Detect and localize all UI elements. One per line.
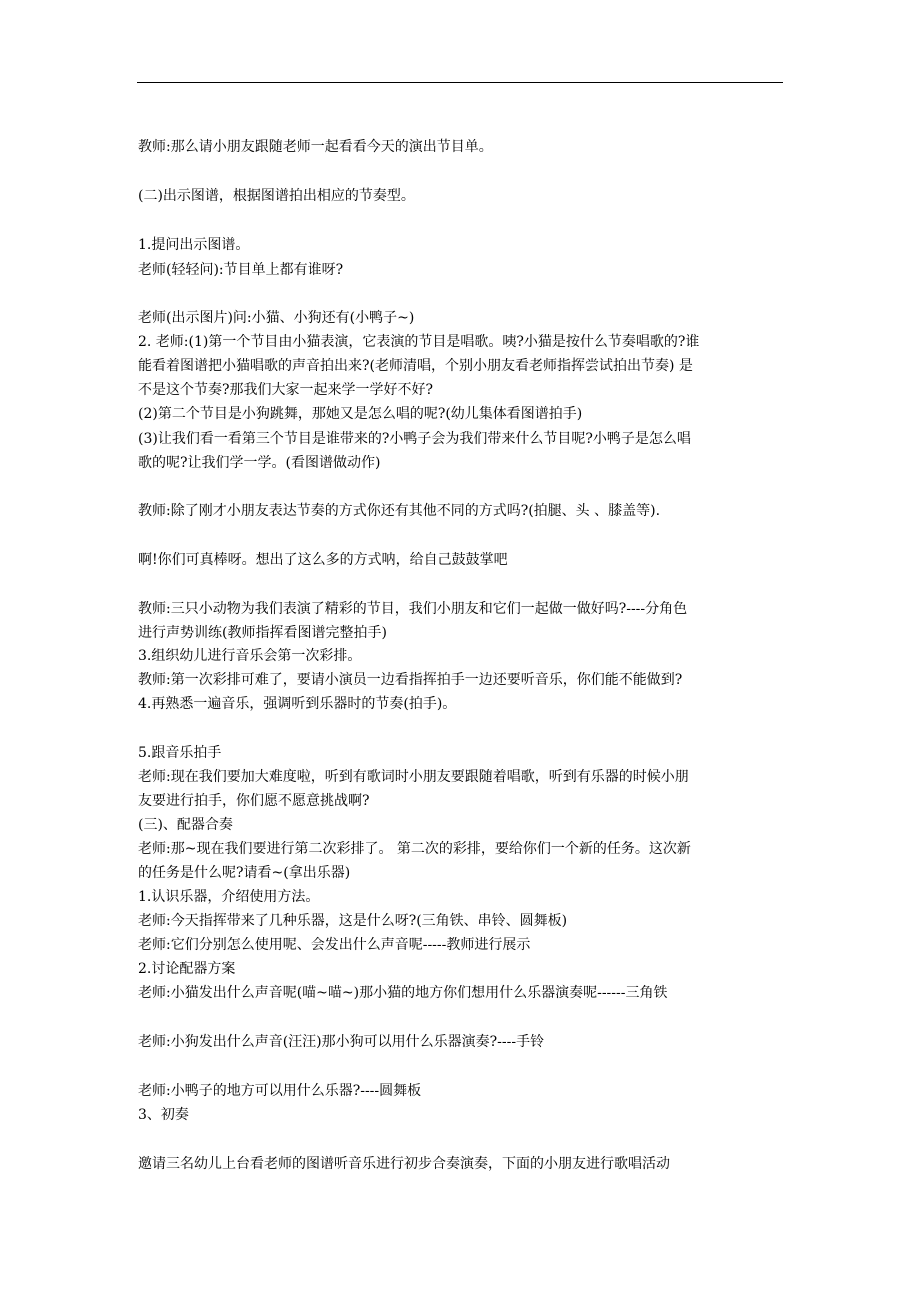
text-line: 老师:那~现在我们要进行第二次彩排了。 第二次的彩排，要给你们一个新的任务。这次新 <box>138 841 691 857</box>
text-line: 教师:除了刚才小朋友表达节奏的方式你还有其他不同的方式吗?(拍腿、头 、膝盖等). <box>138 503 661 519</box>
text-line: 老师:今天指挥带来了几种乐器，这是什么呀?(三角铁、串铃、圆舞板) <box>138 913 568 929</box>
text-line: 进行声势训练(教师指挥看图谱完整拍手) <box>138 625 387 641</box>
text-line: 能看着图谱把小猫唱歌的声音拍出来?(老师清唱，个别小朋友看老师指挥尝试拍出节奏) 是 <box>138 358 693 374</box>
text-line: (2)第二个节目是小狗跳舞，那她又是怎么唱的呢?(幼儿集体看图谱拍手) <box>138 406 583 422</box>
text-line: 2.讨论配器方案 <box>138 961 236 977</box>
text-line: 5.跟音乐拍手 <box>138 745 222 761</box>
text-line: 教师:三只小动物为我们表演了精彩的节目，我们小朋友和它们一起做一做好吗?----分角色 <box>138 601 688 617</box>
text-line: 老师:现在我们要加大难度啦，听到有歌词时小朋友要跟随着唱歌，听到有乐器的时候小朋 <box>138 769 689 785</box>
text-line: 邀请三名幼儿上台看老师的图谱听音乐进行初步合奏演奏，下面的小朋友进行歌唱活动 <box>138 1156 670 1172</box>
text-line: 3.组织幼儿进行音乐会第一次彩排。 <box>138 648 362 664</box>
text-line: 4.再熟悉一遍音乐，强调听到乐器时的节奏(拍手)。 <box>138 696 457 712</box>
text-line: 1.认识乐器，介绍使用方法。 <box>138 889 320 905</box>
text-line: 教师:第一次彩排可难了，要请小演员一边看指挥拍手一边还要听音乐，你们能不能做到? <box>138 672 683 688</box>
text-line: 歌的呢?让我们学一学。(看图谱做动作) <box>138 455 381 471</box>
text-line: 老师:小鸭子的地方可以用什么乐器?----圆舞板 <box>138 1083 422 1099</box>
text-line: 2. 老师:(1)第一个节目由小猫表演，它表演的节目是唱歌。咦?小猫是按什么节奏唱歌的?谁 <box>138 334 700 350</box>
section-heading: (三)、配器合奏 <box>138 817 233 833</box>
text-line: 老师(出示图片)问:小猫、小狗还有(小鸭子~) <box>138 310 415 326</box>
text-line: 老师(轻轻问):节目单上都有谁呀? <box>138 262 344 278</box>
text-line: 老师:它们分别怎么使用呢、会发出什么声音呢-----教师进行展示 <box>138 937 531 953</box>
text-line: 3、初奏 <box>138 1107 189 1123</box>
text-line: 啊!你们可真棒呀。想出了这么多的方式呐，给自己鼓鼓掌吧 <box>138 552 508 568</box>
text-line: 老师:小猫发出什么声音呢(喵~喵~)那小猫的地方你们想用什么乐器演奏呢------三角铁 <box>138 985 668 1001</box>
text-line: 教师:那么请小朋友跟随老师一起看看今天的演出节目单。 <box>138 139 493 155</box>
section-heading: (二)出示图谱，根据图谱拍出相应的节奏型。 <box>138 188 415 204</box>
text-line: 不是这个节奏?那我们大家一起来学一学好不好? <box>138 382 434 398</box>
text-line: (3)让我们看一看第三个节目是谁带来的?小鸭子会为我们带来什么节目呢?小鸭子是怎么唱 <box>138 431 691 447</box>
text-line: 老师:小狗发出什么声音(汪汪)那小狗可以用什么乐器演奏?----手铃 <box>138 1034 545 1050</box>
text-line: 友要进行拍手，你们愿不愿意挑战啊? <box>138 793 370 809</box>
header-rule <box>137 82 783 83</box>
text-line: 1.提问出示图谱。 <box>138 237 250 253</box>
text-line: 的任务是什么呢?请看~(拿出乐器) <box>138 865 351 881</box>
